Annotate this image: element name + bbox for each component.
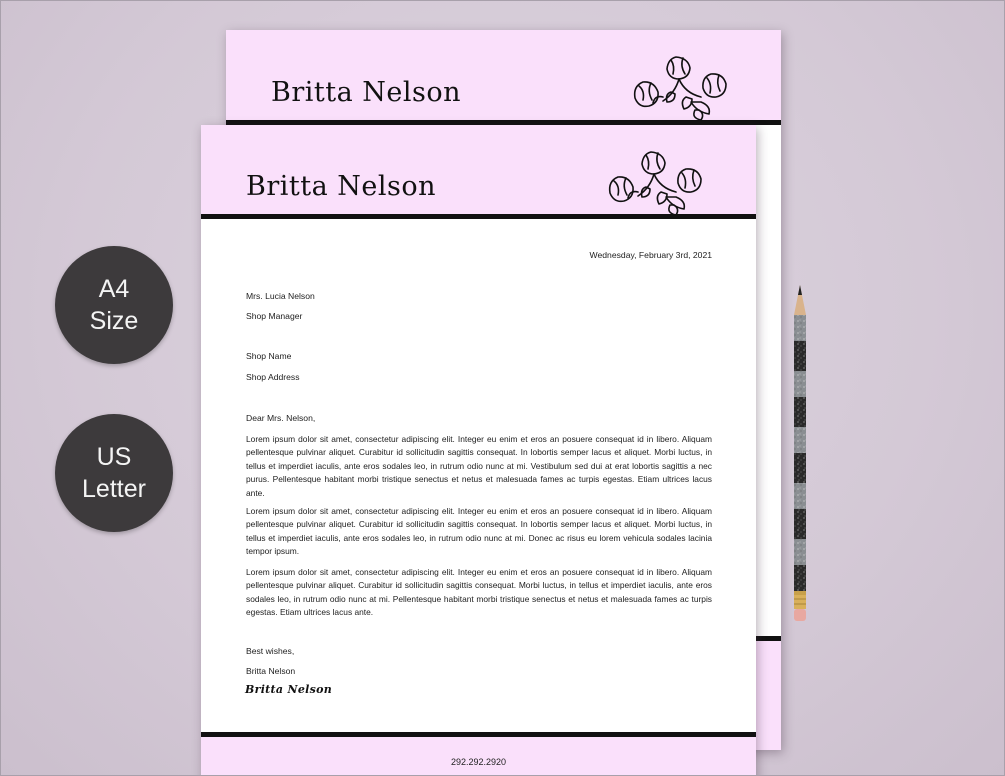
body-paragraph-1: Lorem ipsum dolor sit amet, consectetur adipiscing elit. Integer eu enim et eros an posuere consequat id in libero. Aliquam pellentesque pulvinar aliquet. Curabitur id sollicitudin sagittis consequat. In lobortis semper lacus et aliquet. Morbi luctus, in tellus et imperdiet iaculis, ante eros sodales leo, in rutrum odio nunc at mi. Vestibulum sed dui at erat lobortis sagittis a nec purus. Pellentesque habitant morbi tristique senectus et netus et malesuada fames ac turpis egestas. Etiam ultrices lacus ante. — [246, 434, 712, 498]
recipient-title: Shop Manager — [246, 311, 303, 321]
a4-badge-line1: A4 — [98, 275, 130, 303]
rose-flowers-icon — [631, 52, 746, 122]
closing: Best wishes, — [246, 646, 295, 656]
a4-size-badge — [55, 246, 173, 364]
front-header-name: Britta Nelson — [246, 171, 437, 202]
sender-name: Britta Nelson — [246, 666, 296, 676]
body-paragraph-3: Lorem ipsum dolor sit amet, consectetur adipiscing elit. Integer eu enim et eros an posuere consequat id in libero. Aliquam pellentesque pulvinar aliquet. Curabitur id sollicitudin sagittis consequat. Morbi luctus, in tellus et imperdiet iaculis, ante eros sodales leo, in rutrum odio nunc at mi. Pellentesque habitant morbi tristique senectus et netus et malesuada fames ac turpis egestas. Etiam ultrices lacus ante. — [246, 567, 712, 618]
recipient-name: Mrs. Lucia Nelson — [246, 291, 315, 301]
footer-phone: 292.292.2920 — [450, 757, 507, 767]
us-badge-line1: US — [96, 443, 132, 471]
letter-date: Wednesday, February 3rd, 2021 — [589, 250, 712, 260]
rose-flowers-icon — [606, 147, 721, 217]
body-paragraph-2: Lorem ipsum dolor sit amet, consectetur adipiscing elit. Integer eu enim et eros an posuere consequat id in libero. Aliquam pellentesque pulvinar aliquet. Curabitur id sollicitudin sagittis consequat. In lobortis semper lacus et aliquet. Morbi luctus, in tellus et imperdiet iaculis, ante eros sodales leo, in rutrum odio nunc at mi. Donec ac risus eu lorem vehicula sodales lacinia tempor ipsum. — [246, 506, 712, 557]
pencil-icon — [785, 283, 815, 663]
salutation: Dear Mrs. Nelson, — [246, 413, 316, 423]
shop-address: Shop Address — [246, 372, 300, 382]
us-badge-line2: Letter — [82, 475, 146, 503]
us-letter-badge — [55, 414, 173, 532]
signature: Britta Nelson — [245, 683, 333, 696]
shop-name: Shop Name — [246, 351, 292, 361]
front-page-letter — [201, 125, 756, 776]
a4-badge-line2: Size — [89, 307, 139, 335]
back-header-name: Britta Nelson — [271, 77, 462, 108]
